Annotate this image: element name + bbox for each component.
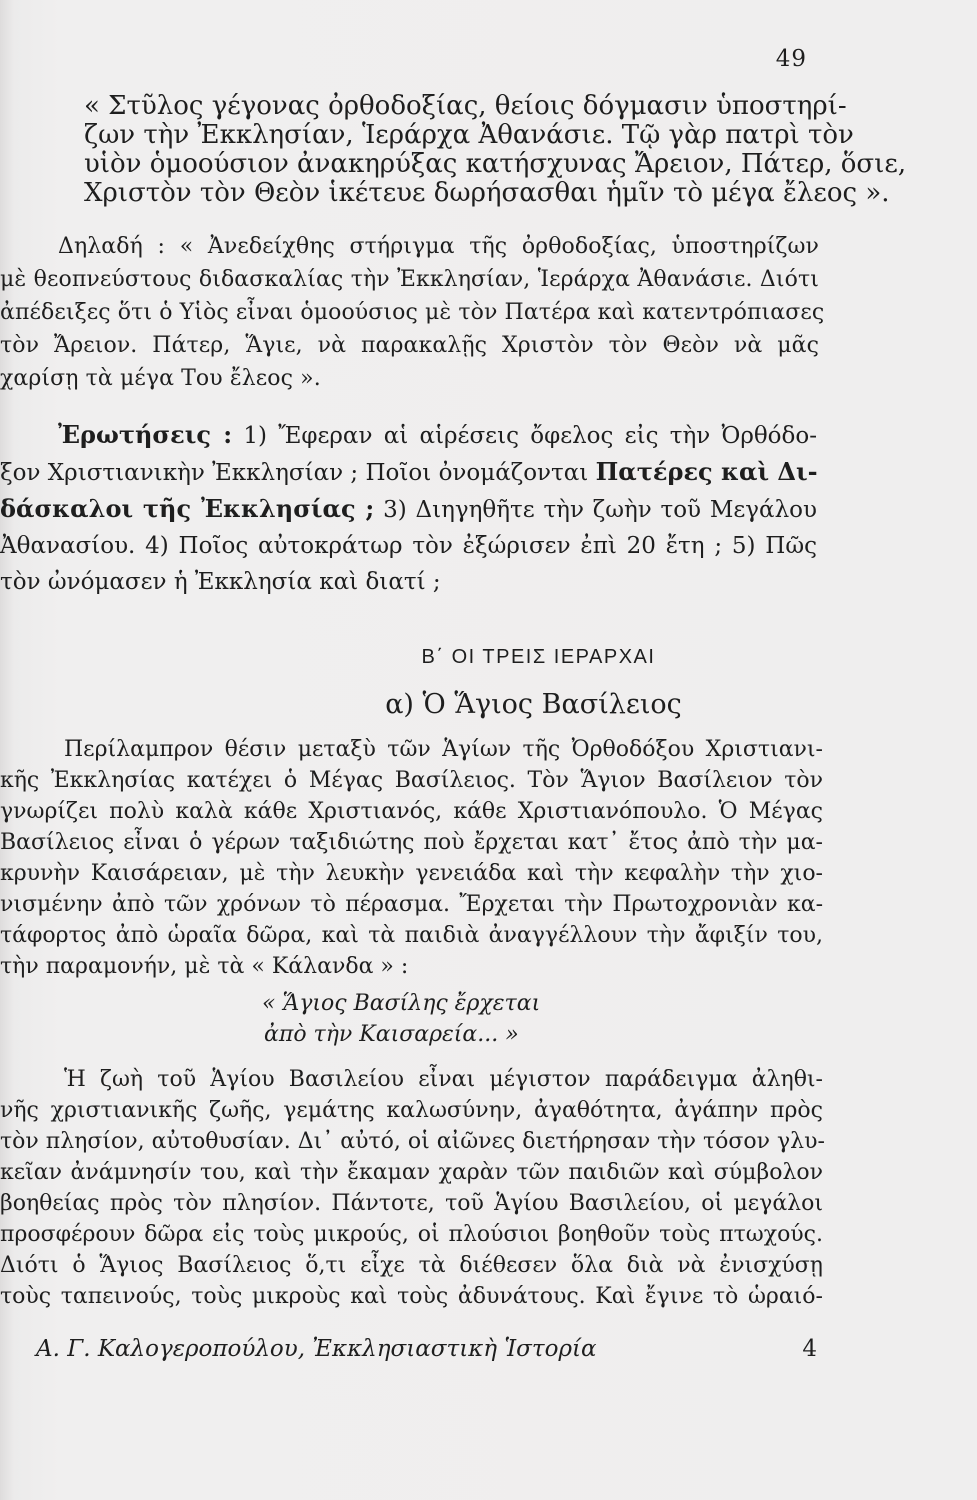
questions-label: Ἐρωτήσεις : bbox=[58, 420, 233, 449]
paragraph-line: Περίλαμπρον θέσιν μεταξὺ τῶν Ἁγίων τῆς Ὀρθοδόξου Χριστιανι- bbox=[64, 737, 823, 762]
carol-quote bbox=[0, 988, 977, 1050]
explanation-line: Δηλαδή : « Ἀνεδείχθης στήριγμα τῆς ὀρθοδοξίας, ὑποστηρίζων bbox=[58, 234, 819, 259]
carol-line: ἀπὸ τὴν Καισαρεία... » bbox=[264, 1022, 519, 1047]
hymn-line: « Στῦλος γέγονας ὀρθοδοξίας, θείοις δόγμασιν ὑποστηρί- bbox=[84, 91, 847, 121]
page-footer bbox=[36, 1336, 817, 1362]
hymn-line: ζων τὴν Ἐκκλησίαν, Ἱεράρχα Ἀθανάσιε. Τῷ γὰρ πατρὶ τὸν bbox=[84, 120, 854, 150]
paragraph-line: κρυνὴν Καισάρειαν, μὲ τὴν λευκὴν γενειάδα καὶ τὴν κεφαλὴν τὴν χιο- bbox=[0, 861, 823, 886]
paragraph-line: γνωρίζει πολὺ καλὰ κάθε Χριστιανός, κάθε Χριστιανόπουλο. Ὁ Μέγας bbox=[0, 799, 823, 824]
questions-text: 3) Διηγηθῆτε τὴν ζωὴν τοῦ Μεγάλου bbox=[374, 497, 817, 523]
page-body bbox=[0, 92, 977, 1312]
hymn-quote bbox=[0, 92, 977, 208]
hymn-line: Χριστὸν τὸν Θεὸν ἱκέτευε δωρήσασθαι ἡμῖν τὸ μέγα ἔλεος ». bbox=[84, 178, 890, 208]
paragraph-line: τάφορτος ἀπὸ ὡραῖα δῶρα, καὶ τὰ παιδιὰ ἀναγγέλλουν τὴν ἄφιξίν του, bbox=[0, 923, 823, 948]
paragraph-line: Διότι ὁ Ἅγιος Βασίλειος ὅ,τι εἶχε τὰ διέθεσεν ὅλα διὰ νὰ ἐνισχύσῃ bbox=[0, 1253, 823, 1278]
questions-line bbox=[0, 417, 817, 454]
questions-text: ξον Χριστιανικὴν Ἐκκλησίαν ; Ποῖοι ὀνομάζονται bbox=[0, 460, 596, 486]
explanation-line: μὲ θεοπνεύστους διδασκαλίας τὴν Ἐκκλησίαν, Ἱεράρχα Ἀθανάσιε. Διότι bbox=[0, 267, 819, 292]
explanation-line: τὸν Ἄρειον. Πάτερ, Ἅγιε, νὰ παρακαλῇς Χριστὸν τὸν Θεὸν νὰ μᾶς bbox=[0, 333, 819, 358]
paragraph-line: Ἡ ζωὴ τοῦ Ἁγίου Βασιλείου εἶναι μέγιστον παράδειγμα ἀληθι- bbox=[64, 1067, 823, 1092]
paragraph-2 bbox=[0, 1064, 977, 1312]
questions-block bbox=[0, 417, 977, 600]
section-heading: Β΄ ΟΙ ΤΡΕΙΣ ΙΕΡΑΡΧΑΙ bbox=[421, 646, 656, 668]
questions-line bbox=[0, 454, 817, 491]
questions-line: τὸν ὠνόμασεν ἡ Ἐκκλησία καὶ διατί ; bbox=[0, 569, 441, 595]
explanation-line: ἀπέδειξες ὅτι ὁ Υἱὸς εἶναι ὁμοούσιος μὲ τὸν Πατέρα καὶ κατεντρόπιασες bbox=[0, 300, 825, 325]
paragraph-line: τὸν πλησίον, αὐτοθυσίαν. Δι᾿ αὐτό, οἱ αἰῶνες διετήρησαν τὴν τόσον γλυ- bbox=[0, 1129, 825, 1154]
paragraph-line: τοὺς ταπεινούς, τοὺς μικροὺς καὶ τοὺς ἀδυνάτους. Καὶ ἔγινε τὸ ὡραιό- bbox=[0, 1284, 823, 1309]
questions-bold-term: Πατέρες καὶ Δι- bbox=[595, 457, 818, 486]
questions-line: Ἀθανασίου. 4) Ποῖος αὐτοκράτωρ τὸν ἐξώρισεν ἐπὶ 20 ἔτη ; 5) Πῶς bbox=[0, 533, 817, 559]
paragraph-line: νῆς χριστιανικῆς ζωῆς, γεμάτης καλωσύνην, ἀγαθότητα, ἀγάπην πρὸς bbox=[0, 1098, 823, 1123]
questions-bold-term: δάσκαλοι τῆς Ἐκκλησίας ; bbox=[0, 494, 375, 523]
questions-text: 1) Ἔφεραν αἱ αἱρέσεις ὄφελος εἰς τὴν Ὀρθόδο- bbox=[232, 423, 817, 449]
hymn-explanation bbox=[0, 230, 977, 395]
footer-book-title: Α. Γ. Καλογεροπούλου, Ἐκκλησιαστικὴ Ἱστορία bbox=[36, 1336, 597, 1362]
footer-signature-mark: 4 bbox=[802, 1336, 817, 1362]
paragraph-line: προσφέρουν δῶρα εἰς τοὺς μικρούς, οἱ πλούσιοι βοηθοῦν τοὺς πτωχούς. bbox=[0, 1222, 823, 1247]
questions-line bbox=[0, 491, 817, 528]
carol-line: « Ἅγιος Βασίλης ἔρχεται bbox=[262, 991, 541, 1016]
paragraph-line: τὴν παραμονήν, μὲ τὰ « Κάλανδα » : bbox=[0, 954, 409, 979]
paragraph-line: κεῖαν ἀνάμνησίν του, καὶ τὴν ἔκαμαν χαρὰν τῶν παιδιῶν καὶ σύμβολον bbox=[0, 1160, 823, 1185]
paragraph-line: κῆς Ἐκκλησίας κατέχει ὁ Μέγας Βασίλειος. Τὸν Ἅγιον Βασίλειον τὸν bbox=[0, 768, 823, 793]
paragraph-line: Βασίλειος εἶναι ὁ γέρων ταξιδιώτης ποὺ ἔρχεται κατ᾿ ἔτος ἀπὸ τὴν μα- bbox=[0, 830, 823, 855]
paragraph-line: νισμένην ἀπὸ τῶν χρόνων τὸ πέρασμα. Ἔρχεται τὴν Πρωτοχρονιὰν κα- bbox=[0, 892, 823, 917]
paragraph-1 bbox=[0, 734, 977, 982]
hymn-line: υἱὸν ὁμοούσιον ἀνακηρύξας κατήσχυνας Ἄρειον, Πάτερ, ὅσιε, bbox=[84, 149, 907, 179]
paragraph-line: βοηθείας πρὸς τὸν πλησίον. Πάντοτε, τοῦ Ἁγίου Βασιλείου, οἱ μεγάλοι bbox=[0, 1191, 823, 1216]
page-number: 49 bbox=[775, 46, 807, 72]
explanation-line: χαρίσῃ τὰ μέγα Του ἔλεος ». bbox=[0, 366, 321, 391]
sub-heading: α) Ὁ Ἅγιος Βασίλειος bbox=[385, 689, 682, 720]
